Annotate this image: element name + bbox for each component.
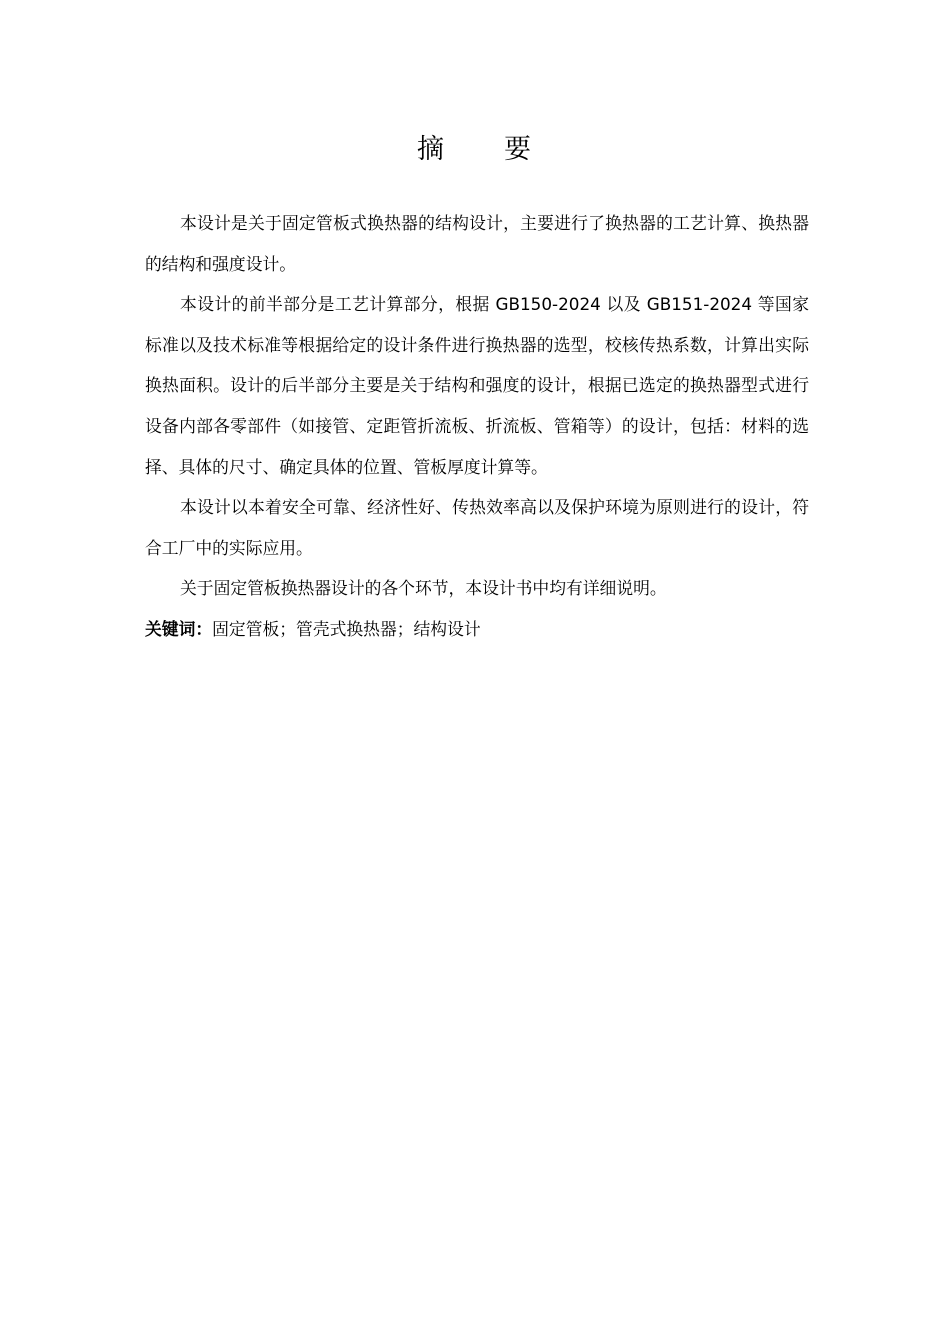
abstract-paragraph-2: 本设计的前半部分是工艺计算部分，根据 GB150-2024 以及 GB151-2024 等国家标准以及技术标准等根据给定的设计条件进行换热器的选型，校核传热系数，计算出实际换热面积。设计的后半部分主要是关于结构和强度的设计，根据已选定的换热器型式进行设备内部各零部件（如接管、定距管折流板、折流板、管箱等）的设计，包括：材料的选择、具体的尺寸、确定具体的位置、管板厚度计算等。	[145, 294, 809, 477]
abstract-paragraph-4: 关于固定管板换热器设计的各个环节，本设计书中均有详细说明。	[180, 578, 667, 599]
abstract-body	[145, 203, 809, 650]
abstract-title	[0, 130, 950, 170]
abstract-paragraph-1: 本设计是关于固定管板式换热器的结构设计，主要进行了换热器的工艺计算、换热器的结构和强度设计。	[145, 213, 809, 274]
keywords-label: 关键词：	[145, 618, 213, 639]
abstract-title-char-2: 要	[504, 134, 533, 165]
abstract-title-char-1: 摘	[417, 134, 446, 165]
abstract-paragraph-3: 本设计以本着安全可靠、经济性好、传热效率高以及保护环境为原则进行的设计，符合工厂中的实际应用。	[145, 497, 809, 558]
keywords-value: 固定管板；管壳式换热器；结构设计	[212, 618, 481, 639]
keywords-line	[145, 609, 809, 650]
